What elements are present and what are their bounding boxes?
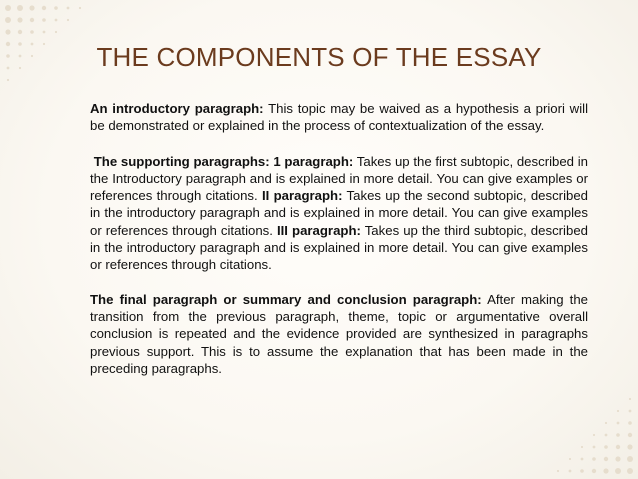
paragraph-text: After making the transition from the previous paragraph, theme, topic or argumentative overall conclusion is repeated and the evidence provided are synthesized in paragraphs previous support. This is to assume the explanation that has been made in the preceding paragraphs. <box>90 291 589 376</box>
paragraph-text: Takes up the second subtopic, described in the introductory paragraph and is explained in more detail. You can give examples or references through citations. <box>90 188 588 238</box>
paragraph-supporting <box>90 153 588 274</box>
paragraph-lead: An introductory paragraph: <box>90 101 264 116</box>
corner-dots-decoration <box>508 389 638 479</box>
paragraph-text: Takes up the third subtopic, described in the introductory paragraph and is explained in more detail. You can give examples or references through citations. <box>90 222 588 273</box>
paragraph-text: This topic may be waived as a hypothesis a priori will be demonstrated or explained in the process of contextualization of the essay. <box>90 101 588 134</box>
slide-title: THE COMPONENTS OF THE ESSAY <box>96 42 542 72</box>
paragraph-subheading: III paragraph: <box>276 222 361 238</box>
paragraph-lead: The supporting paragraphs: 1 paragraph: <box>90 153 354 169</box>
paragraph-lead: The final paragraph or summary and conclusion paragraph: <box>90 291 482 307</box>
slide-body <box>90 100 588 377</box>
paragraph-text: Takes up the first subtopic, described in the Introductory paragraph and is explained in more detail. You can give examples or references through citations. <box>90 153 588 204</box>
paragraph-introductory <box>90 100 588 135</box>
paragraph-conclusion <box>90 291 588 377</box>
paragraph-subheading: II paragraph: <box>261 188 343 204</box>
